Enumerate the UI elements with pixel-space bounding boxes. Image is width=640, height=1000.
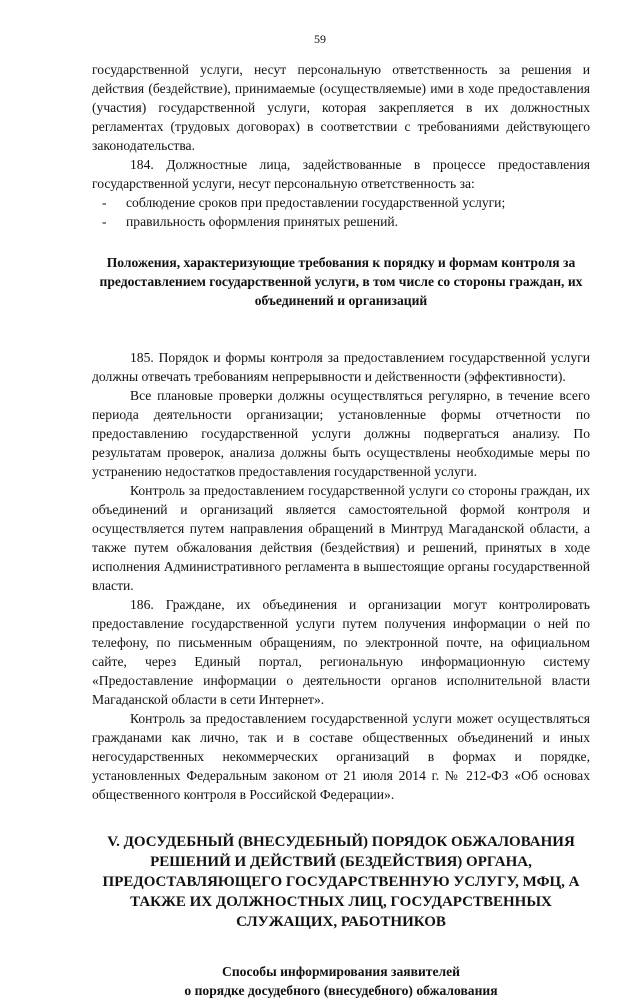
- list-item: [102, 212, 590, 231]
- paragraph-184: 184. Должностные лица, задействованные в процессе предоставления государственной услуги, несут персональную ответственность за:: [92, 157, 590, 191]
- paragraph-186: 186. Граждане, их объединения и организации могут контролировать предоставление государственной услуги путем получения информации о ней по телефону, по письменным обращениям, по электронной почте, на официальном сайте, через Единый портал, региональную информационную систему «Предоставление информации о деятельности органов исполнительной власти Магаданской области в сети Интернет».: [92, 597, 590, 707]
- paragraph-planned-checks: Все плановые проверки должны осуществляться регулярно, в течение всего периода деятельности организации; установленные формы отчетности по предоставлению государственной услуги должны подвергаться анализу. По результатам проверок, анализа должны быть осуществлены необходимые меры по устранению недостатков предоставления государственной услуги.: [92, 388, 590, 479]
- sub-heading-line: о порядке досудебного (внесудебного) обжалования: [184, 983, 498, 998]
- paragraph-185: 185. Порядок и формы контроля за предоставлением государственной услуги должны отвечать требованиям непрерывности и действенности (эффективности).: [92, 350, 590, 384]
- paragraph-continuation: государственной услуги, несут персональную ответственность за решения и действия (бездействие), принимаемые (осуществляемые) ими в ходе предоставления (участия) государственной услуги, которая закрепляется в их должностных регламентах (трудовых договорах) в соответствии с требованиями действующего законодательства.: [92, 62, 590, 153]
- list-item: [102, 193, 590, 212]
- paragraph-public-control: Контроль за предоставлением государственной услуги может осуществляться гражданами как лично, так и в составе общественных объединений и иных негосударственных некоммерческих организаций в формах и порядке, установленных Федеральным законом от 21 июля 2014 г. № 212-ФЗ «Об основах общественного контроля в Российской Федерации».: [92, 711, 590, 802]
- sub-heading: [92, 962, 590, 1000]
- paragraph-citizen-control: Контроль за предоставлением государственной услуги со стороны граждан, их объединений и организаций является самостоятельной формой контроля и осуществляется путем направления обращений в Минтруд Магаданской области, а также путем обжалования действия (бездействия) и решений, принятых в ходе исполнения Административного регламента в вышестоящие органы государственной власти.: [92, 483, 590, 593]
- sub-heading-line: Способы информирования заявителей: [222, 964, 460, 979]
- list-item-text: правильность оформления принятых решений.: [126, 214, 399, 229]
- chapter-heading: V. ДОСУДЕБНЫЙ (ВНЕСУДЕБНЫЙ) ПОРЯДОК ОБЖАЛОВАНИЯ РЕШЕНИЙ И ДЕЙСТВИЙ (БЕЗДЕЙСТВИЯ) ОРГАНА, ПРЕДОСТАВЛЯЮЩЕГО ГОСУДАРСТВЕННУЮ УСЛУГУ, МФЦ, А ТАКЖЕ ИХ ДОЛЖНОСТНЫХ ЛИЦ, ГОСУДАРСТВЕННЫХ СЛУЖАЩИХ, РАБОТНИКОВ: [102, 834, 580, 930]
- list-item-text: соблюдение сроков при предоставлении государственной услуги;: [126, 195, 506, 210]
- document-body: [92, 60, 590, 1000]
- section-heading: Положения, характеризующие требования к порядку и формам контроля за предоставлением государственной услуги, в том числе со стороны граждан, их объединений и организаций: [99, 255, 583, 308]
- list-dash: -: [102, 195, 107, 210]
- page-number: 59: [314, 32, 326, 46]
- list-dash: -: [102, 214, 107, 229]
